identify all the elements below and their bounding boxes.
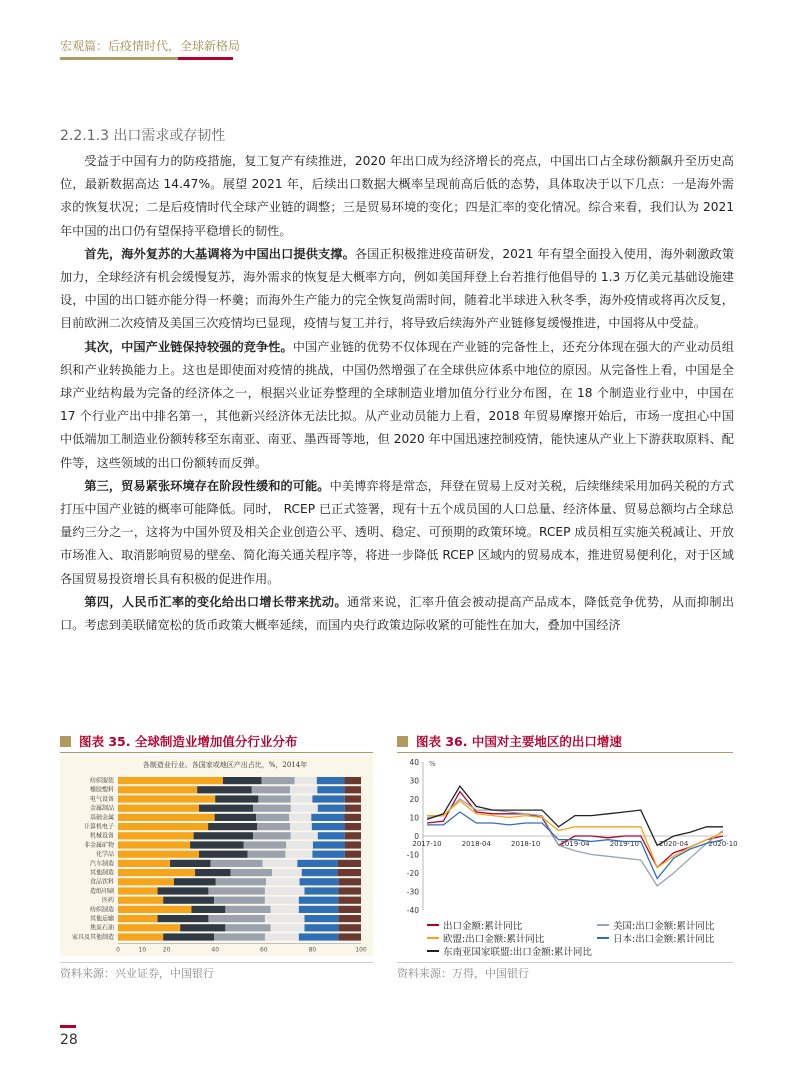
bar-segment	[262, 777, 295, 784]
legend-swatch	[597, 924, 609, 926]
bar-segment	[244, 841, 287, 848]
page-number: 28	[60, 1032, 78, 1048]
y-tick-label: 30	[409, 776, 419, 786]
category-label: 焦炭石油	[89, 924, 114, 932]
bar-segment	[271, 906, 299, 913]
bar-segment	[223, 777, 262, 784]
paragraph-5-text: 通常来说，汇率升值会被动提高产品成本，降低竞争优势，从而抑制出口。考虑到美联储宽松的货币政策大概率延续，而国内央行政策边际收紧的可能性在加大，叠加中国经济	[60, 594, 735, 633]
legend-item	[427, 931, 544, 945]
bar-segment	[265, 887, 305, 894]
paragraph-4-text: 中美博弈将是常态，拜登在贸易上反对关税，后续继续采用加码关税的方式打压中国产业链的概率可能降低。同时， RCEP 已正式签署，现有十五个成员国的人口总量、经济体量、贸易总额均占全球总量约三分之一，这将为中国外贸及相关企业创造公平、透明、稳定、可预期的政策环境。RCEP 成员相互实施关税减让、开放市场准入、取消影响贸易的壁垒、简化海关通关程序等，将进一步降低 RCEP 区域内的贸易成本，推进贸易便利化，对于区域各国贸易投资增长具有积极的促进作用。	[60, 478, 735, 586]
bar-segment	[289, 814, 311, 821]
bar-segment	[265, 915, 305, 922]
legend-label: 欧盟:出口金额:累计同比	[443, 934, 545, 945]
legend-item	[427, 944, 592, 958]
bar-segment	[231, 869, 272, 876]
category-label: 其他运输	[89, 915, 114, 923]
bar-segment	[300, 878, 339, 885]
figure-36-legend	[397, 918, 733, 960]
bar-segment	[338, 906, 361, 913]
bar-segment	[199, 805, 253, 812]
bar-segment	[118, 841, 190, 848]
bar-segment	[118, 777, 223, 784]
y-tick-label: 10	[409, 813, 419, 823]
x-tick-label: 100	[355, 946, 367, 954]
legend-label: 美国:出口金额:累计同比	[613, 921, 715, 932]
category-label: 汽车制造	[89, 860, 114, 868]
bar-segment	[318, 832, 345, 839]
bar-segment	[345, 832, 361, 839]
bar-segment	[337, 869, 361, 876]
category-label: 医药	[101, 897, 114, 905]
bar-segment	[344, 777, 361, 784]
y-tick-label: 20	[409, 795, 419, 804]
bar-segment	[338, 924, 361, 931]
figure-35-title	[60, 732, 297, 750]
bar-segment	[158, 915, 209, 922]
figure-35-source: 资料来源：兴业证券，中国银行	[60, 967, 214, 980]
bar-segment	[302, 869, 338, 876]
bar-segment	[118, 786, 197, 793]
bar-segment	[338, 933, 361, 940]
paragraph-4-lead: 第三，贸易紧张环境存在阶段性缓和的可能。	[84, 478, 330, 493]
bar-segment	[272, 869, 302, 876]
paragraph-3-text: 中国产业链的优势不仅体现在产业链的完备性上，还充分体现在强大的产业动员组织和产业转换能力上。这也是即使面对疫情的挑战，中国仍然增强了在全球供应体系中地位的原因。从完备性上看，中国是全球产业结构最为完备的经济体之一，根据兴业证券整理的全球制造业增加值分行业分布图，在 18 个制造业行业中，中国在 17 个行业产出中排名第一，其他新兴经济体无法比拟。从产业动员能力上看，2018 年贸易摩擦开始后，市场一度担心中国中低端加工制造业份额转移至东南亚、南亚、墨西哥等地，但 2020 年中国迅速控制疫情，能快速从产业上下游获取原料、配件等，这些领域的出口份额转而反弹。	[60, 339, 735, 470]
bar-segment	[299, 897, 339, 904]
bar-segment	[252, 786, 290, 793]
bar-segment	[253, 805, 291, 812]
category-label: 电气设备	[89, 795, 114, 803]
figure-35-source-rule	[60, 962, 373, 963]
y-unit-label: %	[429, 760, 436, 768]
bar-segment	[118, 887, 158, 894]
x-tick-label: 10	[138, 946, 147, 954]
bar-segment	[271, 924, 305, 931]
bar-segment	[118, 832, 194, 839]
bar-segment	[338, 887, 361, 894]
bar-segment	[299, 906, 339, 913]
paragraph-2	[60, 243, 734, 336]
bar-segment	[118, 814, 215, 821]
category-label: 基础金属	[89, 814, 114, 822]
x-tick-label: 2019-04	[560, 840, 590, 848]
header-rule-gold	[60, 57, 178, 60]
bar-segment	[257, 823, 290, 830]
category-label: 造纸印刷	[89, 887, 114, 895]
figure-36-source: 资料来源：万得，中国银行	[397, 967, 529, 980]
bar-segment	[118, 906, 191, 913]
category-label: 计算机电子	[83, 823, 114, 831]
bar-segment	[118, 851, 199, 858]
figure-36-source-rule	[397, 962, 733, 963]
bar-segment	[208, 823, 257, 830]
bar-segment	[311, 814, 344, 821]
category-label: 化学品	[95, 851, 114, 859]
bar-segment	[214, 897, 265, 904]
bar-segment	[291, 832, 318, 839]
paragraph-4	[60, 475, 734, 591]
y-tick-label: -30	[406, 887, 419, 897]
paragraph-5-lead: 第四，人民币汇率的变化给出口增长带来扰动。	[84, 594, 347, 609]
category-label: 纺织制造	[89, 906, 114, 914]
category-label: 纺织服装	[89, 777, 114, 785]
figure-bullet-icon	[60, 736, 71, 747]
y-tick-label: -40	[406, 906, 419, 915]
bar-segment	[317, 777, 345, 784]
category-label: 非金属矿物	[83, 841, 114, 849]
legend-item	[597, 931, 714, 945]
bar-segment	[345, 786, 361, 793]
bar-segment	[339, 878, 361, 885]
bar-segment	[118, 915, 158, 922]
bar-segment	[304, 924, 338, 931]
figure-36-rule	[397, 752, 733, 753]
bar-segment	[265, 897, 299, 904]
section-title: 2.2.1.3 出口需求或存韧性	[60, 128, 226, 144]
bar-segment	[297, 860, 338, 867]
bar-segment	[118, 860, 170, 867]
bar-segment	[312, 851, 344, 858]
bar-segment	[215, 814, 256, 821]
bar-segment	[197, 786, 252, 793]
category-label: 机械设备	[89, 832, 114, 840]
category-label: 家具及其他制造	[71, 933, 114, 941]
bar-segment	[118, 933, 163, 940]
bar-segment	[344, 814, 361, 821]
bar-segment	[118, 878, 174, 885]
bar-segment	[345, 805, 361, 812]
paragraph-5	[60, 591, 734, 637]
bar-segment	[317, 786, 344, 793]
bar-segment	[312, 823, 345, 830]
bar-segment	[118, 795, 215, 802]
category-label: 其他制造	[89, 869, 114, 877]
legend-swatch	[427, 937, 439, 939]
header-title: 宏观篇：后疫情时代，全球新格局	[60, 39, 241, 53]
body-text	[60, 150, 734, 637]
x-tick-label: 2018-10	[511, 840, 541, 848]
bar-segment	[266, 878, 300, 885]
figure-36-title	[397, 732, 622, 750]
bar-segment	[291, 805, 318, 812]
bar-segment	[299, 933, 339, 940]
bar-segment	[199, 851, 248, 858]
category-label: 金属制品	[89, 805, 114, 813]
bar-segment	[214, 933, 265, 940]
bar-segment	[290, 823, 312, 830]
chart-inner-title: 各制造业行业、各国家或地区产出占比，%，2014年	[142, 761, 308, 769]
bar-segment	[312, 795, 344, 802]
legend-label: 出口金额:累计同比	[443, 921, 523, 932]
paragraph-2-lead: 首先，海外复苏的大基调将为中国出口提供支撑。	[84, 246, 355, 261]
figure-bullet-icon	[397, 736, 408, 747]
bar-segment	[295, 777, 317, 784]
bar-segment	[304, 915, 338, 922]
paragraph-1-text: 受益于中国有力的防疫措施，复工复产有续推进，2020 年出口成为经济增长的亮点，中国出口占全球份额飙升至历史高位，最新数据高达 14.47%。展望 2021 年，后续出口数据大概率呈现前高后低的态势，具体取决于以下几点：一是海外需求的恢复状况；二是后疫情时代全球产业链的调整；三是贸易环境的变化；四是汇率的变化情况。综合来看，我们认为 2021 年中国的出口仍有望保持平稳增长的韧性。	[60, 154, 734, 238]
bar-segment	[195, 869, 231, 876]
legend-label: 东南亚国家联盟:出口金额:累计同比	[443, 947, 592, 958]
bar-segment	[258, 795, 290, 802]
bar-segment	[345, 841, 361, 848]
bar-segment	[313, 841, 345, 848]
bar-segment	[225, 906, 270, 913]
bar-segment	[338, 897, 361, 904]
legend-swatch	[427, 950, 439, 952]
bar-segment	[118, 869, 195, 876]
bar-segment	[253, 832, 291, 839]
bar-segment	[208, 887, 265, 894]
bar-segment	[286, 841, 313, 848]
bar-segment	[194, 832, 253, 839]
y-tick-label: -10	[406, 850, 419, 860]
x-tick-label: 60	[259, 946, 268, 954]
bar-segment	[174, 878, 216, 885]
bar-segment	[208, 915, 265, 922]
bar-segment	[216, 878, 266, 885]
bar-segment	[170, 860, 211, 867]
legend-swatch	[427, 924, 439, 926]
figure-36-title-text: 图表 36. 中国对主要地区的出口增速	[416, 734, 622, 749]
bar-segment	[191, 906, 225, 913]
x-tick-label: 2020-04	[659, 840, 689, 848]
legend-item	[427, 918, 522, 932]
bar-segment	[291, 795, 313, 802]
bar-segment	[118, 897, 163, 904]
x-tick-label: 40	[211, 946, 220, 954]
series-line	[427, 801, 723, 868]
bar-segment	[158, 887, 209, 894]
legend-swatch	[597, 937, 609, 939]
x-tick-label: 20	[162, 946, 171, 954]
category-label: 食品饮料	[89, 878, 114, 886]
legend-item	[597, 918, 714, 932]
figure-35-rule	[60, 752, 373, 753]
paragraph-1	[60, 150, 734, 243]
header-rule-red	[178, 57, 233, 60]
bar-segment	[163, 933, 214, 940]
page-number-bar	[60, 1025, 76, 1028]
x-tick-label: 2018-04	[461, 840, 491, 848]
bar-segment	[345, 795, 361, 802]
bar-segment	[118, 805, 199, 812]
bar-segment	[285, 851, 312, 858]
paragraph-3-lead: 其次，中国产业链保持较强的竞争性。	[84, 339, 293, 354]
bar-segment	[215, 795, 258, 802]
x-tick-label: 2020-10	[708, 840, 738, 848]
figure-35-chart	[60, 756, 373, 956]
x-tick-label: 2019-10	[609, 840, 639, 848]
bar-segment	[338, 860, 361, 867]
bar-segment	[190, 841, 243, 848]
bar-segment	[338, 915, 361, 922]
bar-segment	[118, 823, 208, 830]
legend-label: 日本:出口金额:累计同比	[613, 934, 715, 945]
bar-segment	[265, 933, 299, 940]
y-tick-label: 0	[414, 832, 419, 841]
y-tick-label: -20	[406, 869, 419, 878]
bar-segment	[211, 860, 263, 867]
bar-segment	[225, 924, 270, 931]
bar-segment	[318, 805, 345, 812]
x-tick-label: 0	[116, 946, 120, 954]
x-tick-label: 80	[308, 946, 317, 954]
bar-segment	[345, 851, 361, 858]
bar-segment	[304, 887, 338, 894]
category-label: 橡胶塑料	[89, 786, 114, 794]
bar-segment	[263, 860, 298, 867]
bar-segment	[118, 924, 180, 931]
figure-36-chart	[397, 756, 738, 918]
bar-segment	[256, 814, 289, 821]
bar-segment	[290, 786, 317, 793]
y-tick-label: 40	[409, 758, 419, 767]
bar-segment	[248, 851, 286, 858]
bar-segment	[163, 897, 214, 904]
paragraph-3	[60, 336, 734, 475]
bar-segment	[345, 823, 361, 830]
figure-35-title-text: 图表 35. 全球制造业增加值分行业分布	[79, 734, 298, 749]
x-tick-label: 2017-10	[412, 840, 442, 848]
bar-segment	[180, 924, 225, 931]
paragraph-2-text: 各国正积极推进疫苗研发，2021 年有望全面投入使用，海外刺激政策加力，全球经济有机会缓慢复苏，海外需求的恢复是大概率方向，例如美国拜登上台若推行他倡导的 1.3 万亿美元基础设施建设，中国的出口链亦能分得一杯羹；而海外生产能力的完全恢复尚需时间，随着北半球进入秋冬季，海外疫情或将再次反复，目前欧洲二次疫情及美国三次疫情均已显现，疫情与复工并行，将导致后续海外产业链修复缓慢推进，中国将从中受益。	[60, 246, 735, 331]
